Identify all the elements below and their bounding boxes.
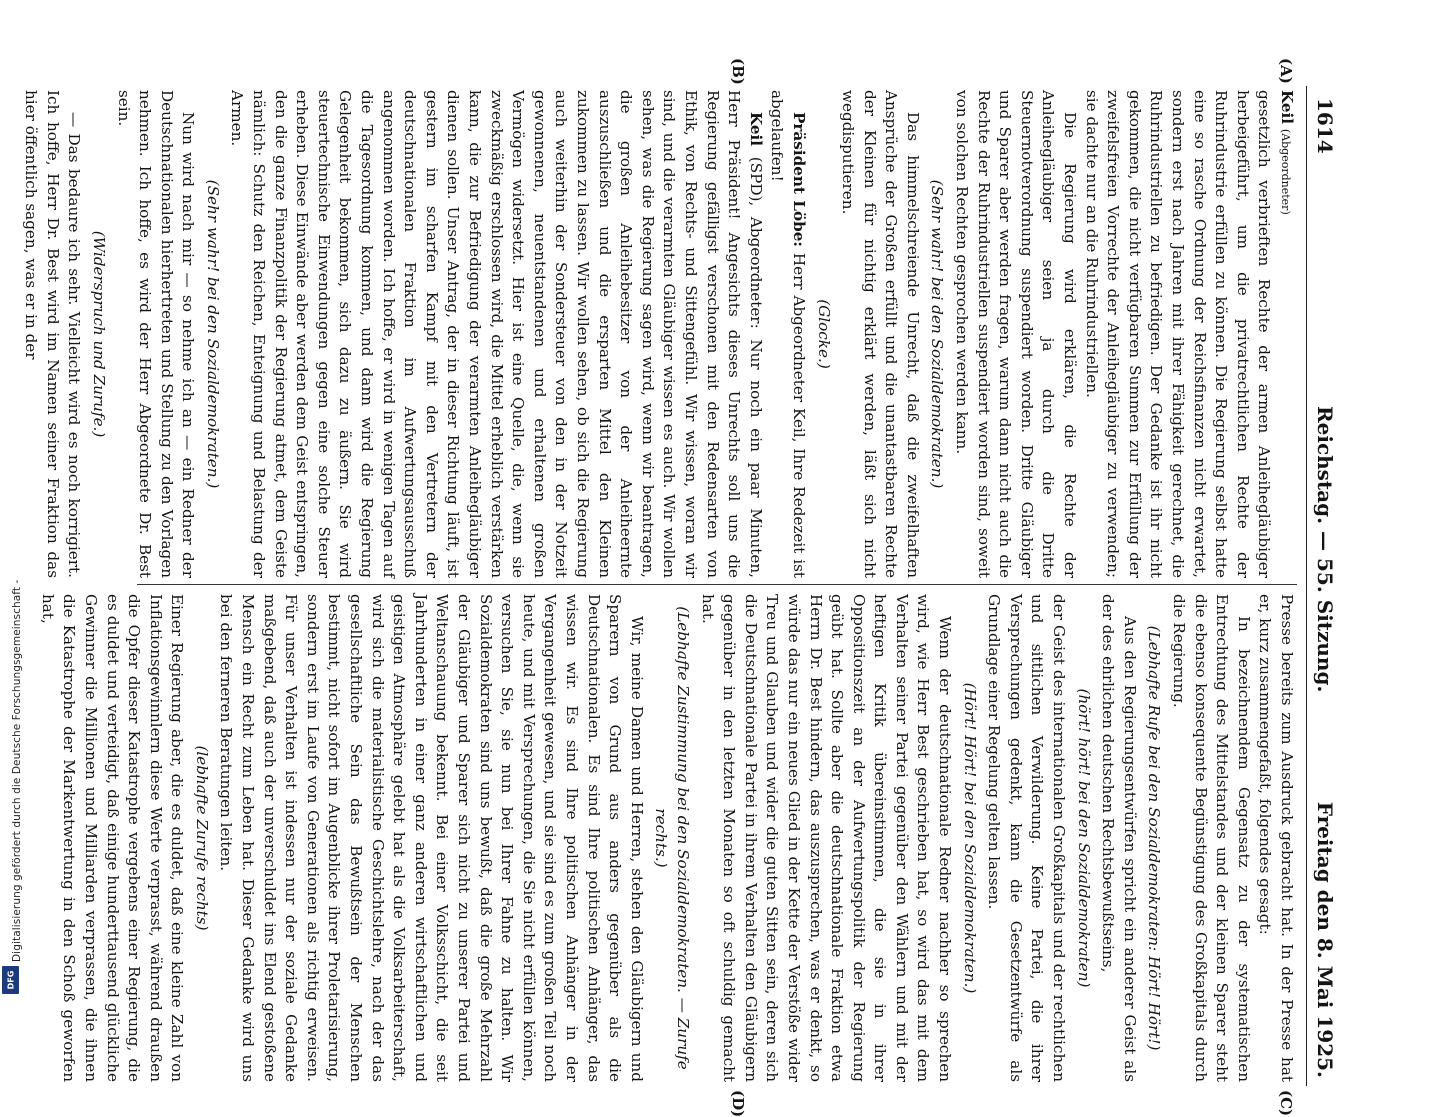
paragraph: — Das bedaure ich sehr. Vielleicht wird es noch korrigiert. Ich hoffe, Herr Dr. Best wird im Namen seiner Fraktion das hier öffentlich sagen, was er in der (22, 90, 84, 578)
session-title: Reichstag. — 55. Sitzung. (1313, 406, 1337, 693)
paragraph: Wenn der deutschnationale Redner nachher so sprechen wird, wie Herr Best geschrieben hat, so wird das mit dem Verhalten seiner Partei gegenüber den Wählern und mit der heftigen Kritik übereinstimmen, die sie in ihrer Oppositionszeit an der Aufwertungspolitik der Regierung geübt hat. Sollte aber die deutschnationale Fraktion etwa Herrn Dr. Best hindern, das auszusprechen, was er denkt, so würde das nur ein neues Glied in der Kette der Verstöße wider Treu und Glauben und wider die guten Sitten sein, deren sich die Deutschnationale Partei in ihrem Verhalten den Gläubigern gegenüber in den letzten Monaten so oft schuldig gemacht hat. (698, 594, 955, 1082)
page-header (1306, 86, 1347, 1086)
session-date: Freitag den 8. Mai 1925. (1313, 801, 1337, 1078)
margin-mark-c: (C) (1277, 1090, 1295, 1117)
margin-mark-d: (D) (729, 1090, 747, 1117)
interjection: (Widerspruch und Zurufe.) (89, 230, 108, 438)
column-divider (137, 584, 1297, 585)
digitization-note-text: Digitalisierung gefördert durch die Deutsche Forschungsgemeinschaft - (11, 579, 23, 962)
paragraph: gesetzlich verbrieften Rechte der armen Anleihegläubiger herbeigeführt, um die privatrechtlichen Rechte der Ruhrindustrie erfüllen zu können. Die Regierung selbst hatte eine so rasche Ordnung der Reichsfinanzen nicht erwartet, sondern erst nach Jahren mit ihrer Fähigkeit gerechnet, die Ruhrindustriellen zu befriedigen. Der Gedanke ist ihr nicht gekommen, die nicht verfügbaren Summen zur Erfüllung der zweifelsfreien Vorrechte der Anleihegläubiger zu verwenden; sie dachte nur an die Ruhrindustriellen. (1082, 90, 1274, 578)
interjection: (Sehr wahr! bei den Sozialdemokraten.) (928, 179, 947, 489)
paragraph (226, 90, 766, 578)
paragraph: Einer Regierung aber, die es duldet, daß eine kleine Zahl von Inflationsgewinnlern diese Werte verprasst, während draußen die Opfer dieser Katastrophe vergebens einer Regierung, die es duldet und verteidigt, daß einige hunderttausend glückliche Gewinner die Millionen und Milliarden verprassen, die ihnen die Katastrophe der Markentwertung in den Schoß geworfen hat, (38, 594, 187, 1082)
speaker-name: Keil (1278, 90, 1296, 125)
margin-mark-a: (A) (1277, 58, 1295, 84)
right-column (38, 594, 1297, 1082)
page-number: 1614 (1313, 98, 1337, 154)
interjection: (hört! hört! bei den Sozialdemokraten) (1074, 688, 1093, 988)
paragraph-text: (SPD), Abgeordneter: Nur noch ein paar Minuten, Herr Präsident! Angesichts dieses Unrechts soll uns die Regierung gefälligst verschonen mit den Redensarten von Ethik, von Rechts- und Sittengefühl. Wir wissen, woran wir sind, und die verarmten Gläubiger wissen es auch. Wir wollen sehen, was die Regierung sagen wird, wenn wir beantragen, die großen Anleihebesitzer von der Anleiheernte auszuschließen und die ersparten Mittel den Kleinen zukommen zu lassen. Wir wollen sehen, ob sich die Regierung auch weiterhin der Sondersteuer von den in der Notzeit gewonnenen, neuentstandenen und erhaltenen großen Vermögen widersetzt. Hier ist eine Quelle, die, wenn sie zweckmäßig erschlossen wird, die Mittel erheblich verstärken kann, die zur Befriedigung der verarmten Anleihegläubiger dienen sollen. Unser Antrag, der in dieser Richtung läuft, ist gestern im scharfen Kampf mit den Vertretern der deutschnationalen Fraktion im Aufwertungsausschuß angenommen worden. Ich hoffe, er wird in wenigen Tagen auf die Tagesordnung kommen, und dann wird die Regierung Gelegenheit bekommen, sich dazu zu äußern. Sie wird steuertechnische Einwendungen gegen eine solche Steuer erheben. Diese Einwände aber werden dem Geist entspringen, den die ganze Finanzpolitik der Regierung atmet, dem Geiste nämlich: Schutz den Reichen, Enteignung und Belastung der Armen. (228, 90, 765, 579)
paragraph: Wir, meine Damen und Herren, stehen den Gläubigern und Sparern von Grund aus anders gegenüber als die Deutschnationalen. Es sind Ihre politischen Anhänger, das wissen wir. Es sind Ihre politischen Anhänger in der Vergangenheit gewesen, und sie sind es zum großen Teil noch heute, und mit Versprechungen, die Sie nicht erfüllen können, versuchen Sie, sie nun bei Ihrer Fahne zu halten. Wir Sozialdemokraten sind uns bewußt, daß die große Mehrzahl der Gläubiger und Sparer sich nicht zu unserer Partei und Weltanschauung bekennt. Bei einer Volksschicht, die seit Jahrhunderten in einer ganz anderen wirtschaftlichen und geistigen Atmosphäre gelebt hat als die Volksarbeiterschaft, wird sich die materialistische Geschichtslehre, nach der das gesellschaftliche Sein das Bewußtsein der Menschen bestimmt, nicht sofort im Augenblicke ihrer Proletarisierung, sondern erst im Laufe von Generationen als richtig erweisen. Für unser Verhalten ist indessen nur der soziale Gedanke maßgebend, daß auch der unverschuldet ins Elend gestoßene Mensch ein Recht zum Leben hat. Dieser Gedanke wird uns bei den ferneren Beratungen leiten. (217, 594, 646, 1082)
left-column (22, 90, 1297, 579)
quoted-paragraph: Aus den Regierungsentwürfen spricht ein anderer Geist als der des ehrlichen deutschen Rechtsbewußtseins, (1099, 594, 1139, 1082)
quoted-paragraph: In bezeichnendem Gegensatz zu der systematischen Entrechtung des Mittelstandes und der kleinen Sparer steht die ebenso konsequente Begünstigung des Großkapitals durch die Regierung. (1170, 594, 1253, 1082)
paragraph: Das himmelschreiende Unrecht, daß die zweifelhaften Ansprüche der Großen erfüllt und die unantastbaren Rechte der Kleinen für nichtig erklärt werden, läßt sich nicht wegdisputieren. (839, 90, 922, 578)
interjection: (Lebhafte Rufe bei den Sozialdemokraten: Hört! Hört!) (1145, 625, 1164, 1051)
paragraph: Presse bereits zum Ausdruck gebracht hat. In der Presse hat er, kurz zusammengefaßt, folgendes gesagt: (1256, 594, 1296, 1082)
paragraph: Die Regierung wird erklären, die Rechte der Anleihegläubiger seien ja durch die Dritte Steuernotverordnung suspendiert worden. Dritte Gläubiger und Sparer aber werden fragen, warum dann nicht auch die Rechte der Ruhrindustriellen suspendiert worden sind, soweit von solchen Rechten gesprochen werden kann. (953, 90, 1080, 578)
interjection: (Hört! Hört! bei den Sozialdemokraten.) (960, 682, 979, 994)
speaker-name: Präsident Löbe: (789, 112, 808, 247)
dfg-logo-text: DFG (6, 970, 15, 990)
speaker-name: Keil (746, 112, 765, 147)
margin-mark-b: (B) (729, 58, 747, 85)
paragraph-text: Herr Abgeordneter Keil, Ihre Redezeit ist abgelaufen! (768, 90, 808, 578)
speaker-heading (1274, 90, 1297, 578)
interjection: (Lebhafte Zustimmung bei den Sozialdemokraten. — Zurufe rechts.) (652, 606, 692, 1070)
paragraph: Nun wird nach mir — so nehme ich an — ein Redner der Deutschnationalen hierhertreten und Stellung zu den Vorlagen nehmen. Ich hoffe, es wird der Herr Abgeordnete Dr. Best sein. (114, 90, 198, 578)
interjection: (Glocke.) (814, 299, 833, 369)
paragraph (766, 90, 809, 578)
dfg-logo (2, 966, 19, 994)
interjection: (lebhafte Zurufe rechts) (192, 745, 211, 931)
speaker-note: (Abgeordneter) (1279, 128, 1292, 215)
quoted-paragraph: der Geist des internationalen Großkapitals und der rechtlichen und sittlichen Verwilderung. Keine Partei, die ihrer Versprechungen gedenkt, kann die Gesetzentwürfe als Grundlage einer Regelung gelten lassen. (985, 594, 1069, 1082)
scanned-page (22, 58, 1347, 1117)
interjection: (Sehr wahr! bei den Sozialdemokraten.) (203, 179, 222, 489)
